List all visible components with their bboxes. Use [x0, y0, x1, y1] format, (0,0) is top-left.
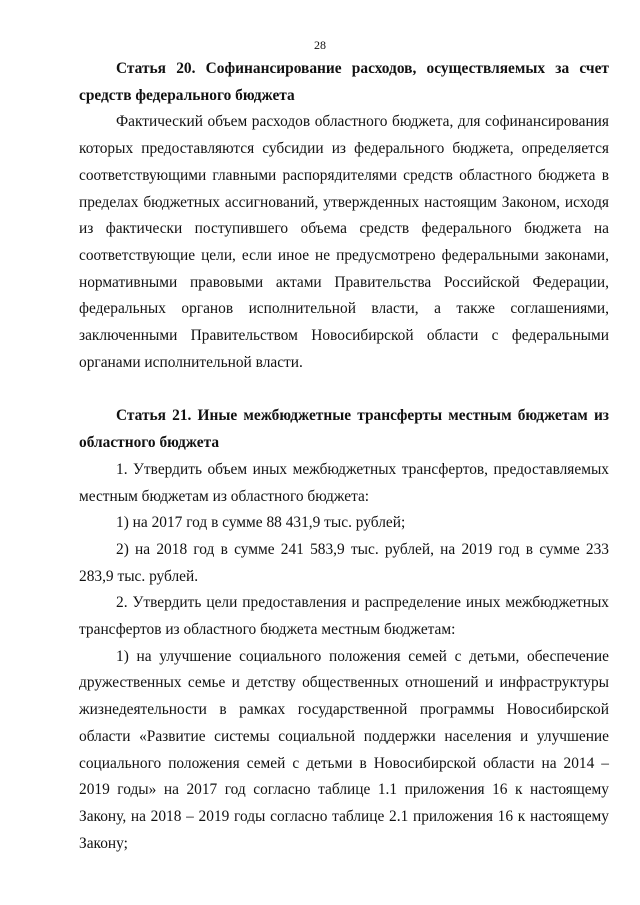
article-21-paragraph-1: 1. Утвердить объем иных межбюджетных трансфертов, предоставляемых местным бюджетам из областного бюджета:: [79, 460, 609, 505]
article-20: [79, 56, 609, 376]
document-body: [79, 56, 609, 857]
article-21-paragraph-4: 2. Утвердить цели предоставления и распределение иных межбюджетных трансфертов из областного бюджета местным бюджетам:: [79, 594, 609, 639]
article-21-paragraph-2: 1) на 2017 год в сумме 88 431,9 тыс. рублей;: [116, 514, 406, 532]
article-21: [79, 403, 609, 857]
article-21-heading: Статья 21. Иные межбюджетные трансферты местным бюджетам из областного бюджета: [79, 407, 609, 452]
article-20-heading: Статья 20. Софинансирование расходов, осуществляемых за счет средств федерального бюджета: [79, 60, 609, 104]
page-number: 28: [314, 38, 326, 52]
article-20-paragraph-1: Фактический объем расходов областного бюджета, для софинансирования которых предоставляются субсидии из федерального бюджета, определяется соответствующими главными распорядителями средств областного бюджета в пределах бюджетных ассигнований, утвержденных настоящим Законом, исходя из фактически поступившего объема средств федерального бюджета на соответствующие цели, если иное не предусмотрено федеральными законами, нормативными правовыми актами Правительства Российской Федерации, федеральных органов исполнительной власти, а также соглашениями, заключенными Правительством Новосибирской области с федеральными органами исполнительной власти.: [79, 113, 609, 371]
article-21-paragraph-3: 2) на 2018 год в сумме 241 583,9 тыс. рублей, на 2019 год в сумме 233 283,9 тыс. рублей.: [79, 540, 609, 585]
article-21-paragraph-5: 1) на улучшение социального положения семей с детьми, обеспечение дружественных семье и детству общественных отношений и инфраструктуры жизнедеятельности в рамках государственной программы Новосибирской области «Развитие системы социальной поддержки населения и улучшение социального положения семей с детьми в Новосибирской области на 2014 – 2019 годы» на 2017 год согласно таблице 1.1 приложения 16 к настоящему Закону, на 2018 – 2019 годы согласно таблице 2.1 приложения 16 к настоящему Закону;: [79, 647, 609, 852]
